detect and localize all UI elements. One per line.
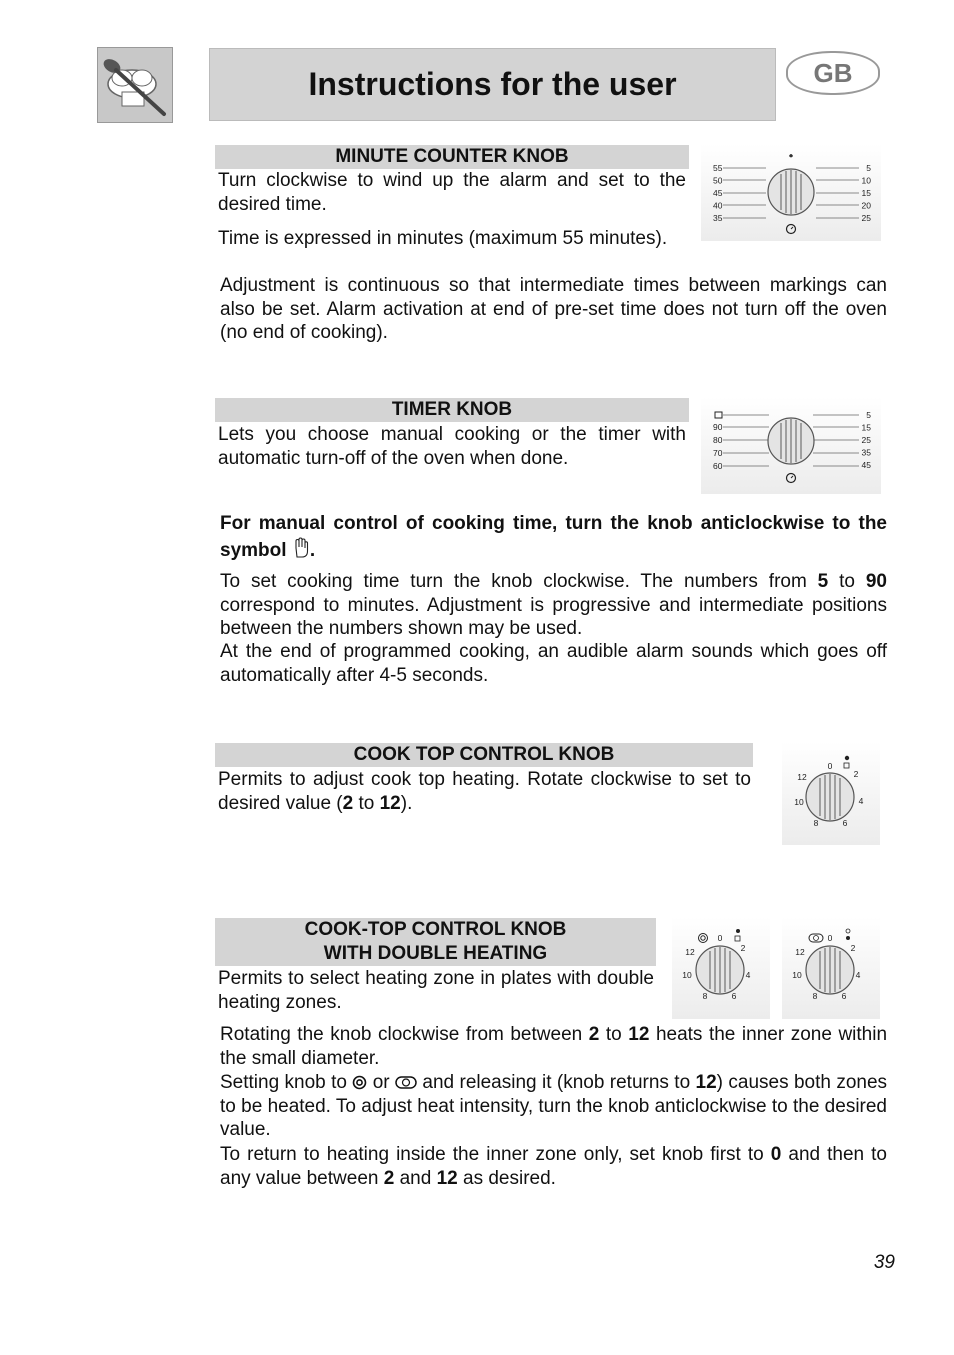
knob-scale-label-2-4: 8: [812, 991, 818, 1001]
minute-dial-left-label-2: 45: [713, 188, 723, 198]
timer-knob-text-2: [220, 570, 887, 641]
double-text-3-d: ) causes both zones to be heated. To adjust heat intensity, turn the knob anticlockwise to the desired value.: [220, 1072, 888, 1140]
double-text-2-n1: 2: [588, 1024, 600, 1045]
knob-scale-label-1-6: 12: [685, 947, 695, 957]
double-text-2-b: to: [599, 1024, 629, 1045]
timer-dial-right-label-2: 25: [861, 435, 871, 445]
double-knob-text-4: [220, 1143, 887, 1190]
timer-text-2-b: to: [828, 571, 866, 592]
timer-knob-text-1: Lets you choose manual cooking or the timer with automatic turn-off of the oven when done.: [218, 424, 686, 469]
double-text-3-b: or: [367, 1072, 396, 1093]
timer-dial-icon: [701, 397, 881, 494]
knob-scale-label-2-3: 6: [841, 991, 847, 1001]
cooktop-text-n1: 2: [342, 792, 354, 814]
manual-control-instruction: [220, 511, 887, 564]
double-knob-text-2: [220, 1023, 887, 1070]
double-text-4-a: To return to heating inside the inner zone only, set knob first to: [220, 1144, 771, 1165]
double-text-4-n1: 0: [770, 1144, 782, 1165]
timer-knob-text-3: At the end of programmed cooking, an audible alarm sounds which goes off automatically after 4-5 seconds.: [220, 641, 887, 686]
double-text-3-n: 12: [695, 1072, 717, 1093]
timer-knob-heading: TIMER KNOB: [215, 398, 689, 422]
knob-scale-label-2-1: 2: [850, 943, 856, 953]
cooktop-knob-text: [218, 768, 751, 815]
knob-scale-label-0-2: 4: [858, 796, 864, 806]
cooktop-dial-image: [782, 742, 880, 845]
double-knob-text-3: [220, 1071, 887, 1142]
timer-dial-right-label-3: 35: [861, 447, 871, 458]
timer-text-2-a: To set cooking time turn the knob clockwise. The numbers from: [220, 571, 818, 592]
minute-dial-right-label-3: 20: [861, 200, 871, 211]
double-text-3-c: and releasing it (knob returns to: [417, 1072, 696, 1093]
minute-counter-text-2: Time is expressed in minutes (maximum 55 minutes).: [218, 228, 668, 249]
knob-scale-label-2-2: 4: [855, 970, 861, 980]
cooktop-text-b: to: [353, 792, 380, 814]
manual-control-text: For manual control of cooking time, turn the knob anticlockwise to the symbol: [220, 513, 887, 561]
timer-dial-left-label-2: 70: [713, 448, 723, 458]
double-text-2-c: heats the inner zone within the small diameter.: [220, 1024, 888, 1069]
double-knob-heading-1: COOK-TOP CONTROL KNOB: [215, 918, 656, 942]
minute-dial-right-label-4: 25: [861, 213, 871, 223]
knob-scale-label-2-0: 0: [827, 933, 833, 943]
knob-scale-label-1-4: 8: [702, 991, 708, 1001]
knob-scale-label-0-4: 8: [813, 818, 819, 828]
cooktop-text-a: Permits to adjust cook top heating. Rotate clockwise to set to desired value (: [218, 769, 751, 814]
hand-icon: [292, 537, 310, 559]
double-dial-image-2: [782, 917, 880, 1019]
knob-scale-label-1-2: 4: [745, 970, 751, 980]
double-dial-image-1: [672, 917, 770, 1019]
knob-scale-label-0-6: 12: [797, 772, 807, 782]
minute-counter-heading: MINUTE COUNTER KNOB: [215, 145, 689, 169]
minute-dial-right-label-0: 5: [866, 163, 871, 173]
timer-dial-left-label-3: 60: [713, 461, 723, 471]
double-text-4-d: as desired.: [457, 1167, 556, 1189]
timer-text-2-n1: 5: [817, 571, 829, 592]
minute-counter-dial-icon: [701, 144, 881, 241]
timer-dial-right-label-0: 5: [866, 410, 871, 420]
knob-scale-label-1-5: 10: [682, 970, 692, 980]
knob-scale-label-1-3: 6: [731, 991, 737, 1001]
minute-counter-text-3: Adjustment is continuous so that intermediate times between markings can also be set. Alarm activation at end of pre-set time does not turn off the oven (no end of cooking).: [220, 275, 887, 343]
page-number: 39: [873, 1252, 895, 1273]
concentric-circles-icon: [352, 1075, 367, 1090]
timer-text-2-n2: 90: [865, 571, 887, 592]
minute-dial-left-label-3: 40: [713, 200, 723, 211]
knob-scale-label-2-6: 12: [795, 947, 805, 957]
knob-scale-label-0-3: 6: [842, 818, 848, 828]
timer-dial-left-label-0: 90: [713, 422, 723, 432]
timer-text-2-c: correspond to minutes. Adjustment is progressive and intermediate positions between the numbers shown may be used.: [220, 594, 887, 639]
knob-scale-label-2-5: 10: [792, 970, 802, 980]
timer-dial-right-label-4: 45: [861, 460, 871, 470]
spoon-chef-hat-icon: [98, 48, 172, 122]
double-text-2-n2: 12: [628, 1024, 650, 1045]
double-knob-heading-2: WITH DOUBLE HEATING: [215, 942, 656, 966]
minute-dial-left-label-1: 50: [713, 175, 723, 186]
double-dial-icon-1: [672, 917, 770, 1019]
knob-scale-label-0-0: 0: [827, 761, 833, 771]
manual-control-period: .: [309, 540, 316, 561]
knob-scale-label-0-5: 10: [794, 797, 804, 807]
double-dial-icon-2: [782, 917, 880, 1019]
knob-scale-label-1-1: 2: [740, 943, 746, 953]
minute-dial-left-label-4: 35: [713, 213, 723, 223]
chef-logo: [97, 47, 173, 123]
header-title-bar: [209, 48, 776, 121]
minute-dial-right-label-2: 15: [861, 188, 871, 198]
double-text-4-c: and: [394, 1167, 437, 1189]
cooktop-dial-icon: [782, 742, 880, 845]
timer-dial-right-label-1: 15: [861, 422, 871, 433]
double-knob-text-1: Permits to select heating zone in plates with double heating zones.: [218, 968, 654, 1013]
oval-zone-icon: [395, 1075, 417, 1090]
timer-dial-left-label-1: 80: [713, 435, 723, 445]
double-text-2-a: Rotating the knob clockwise from between: [220, 1024, 589, 1045]
minute-dial-left-label-0: 55: [713, 163, 723, 173]
language-badge: GB: [786, 51, 880, 95]
knob-scale-label-0-1: 2: [853, 769, 859, 779]
double-text-4-b: and then to any value between: [220, 1144, 887, 1189]
double-text-4-n3: 12: [436, 1167, 458, 1189]
double-text-4-n2: 2: [383, 1167, 395, 1189]
cooktop-text-n2: 12: [379, 792, 401, 814]
minute-counter-text-1: Turn clockwise to wind up the alarm and set to the desired time.: [218, 170, 686, 215]
cooktop-knob-heading: COOK TOP CONTROL KNOB: [215, 743, 753, 767]
timer-dial-image: [701, 397, 881, 494]
minute-counter-dial-image: [701, 144, 881, 241]
cooktop-text-c: ).: [400, 792, 413, 814]
page-title: Instructions for the user: [308, 66, 677, 102]
minute-dial-right-label-1: 10: [861, 175, 871, 186]
knob-scale-label-1-0: 0: [717, 933, 723, 943]
double-text-3-a: Setting knob to: [220, 1072, 353, 1093]
